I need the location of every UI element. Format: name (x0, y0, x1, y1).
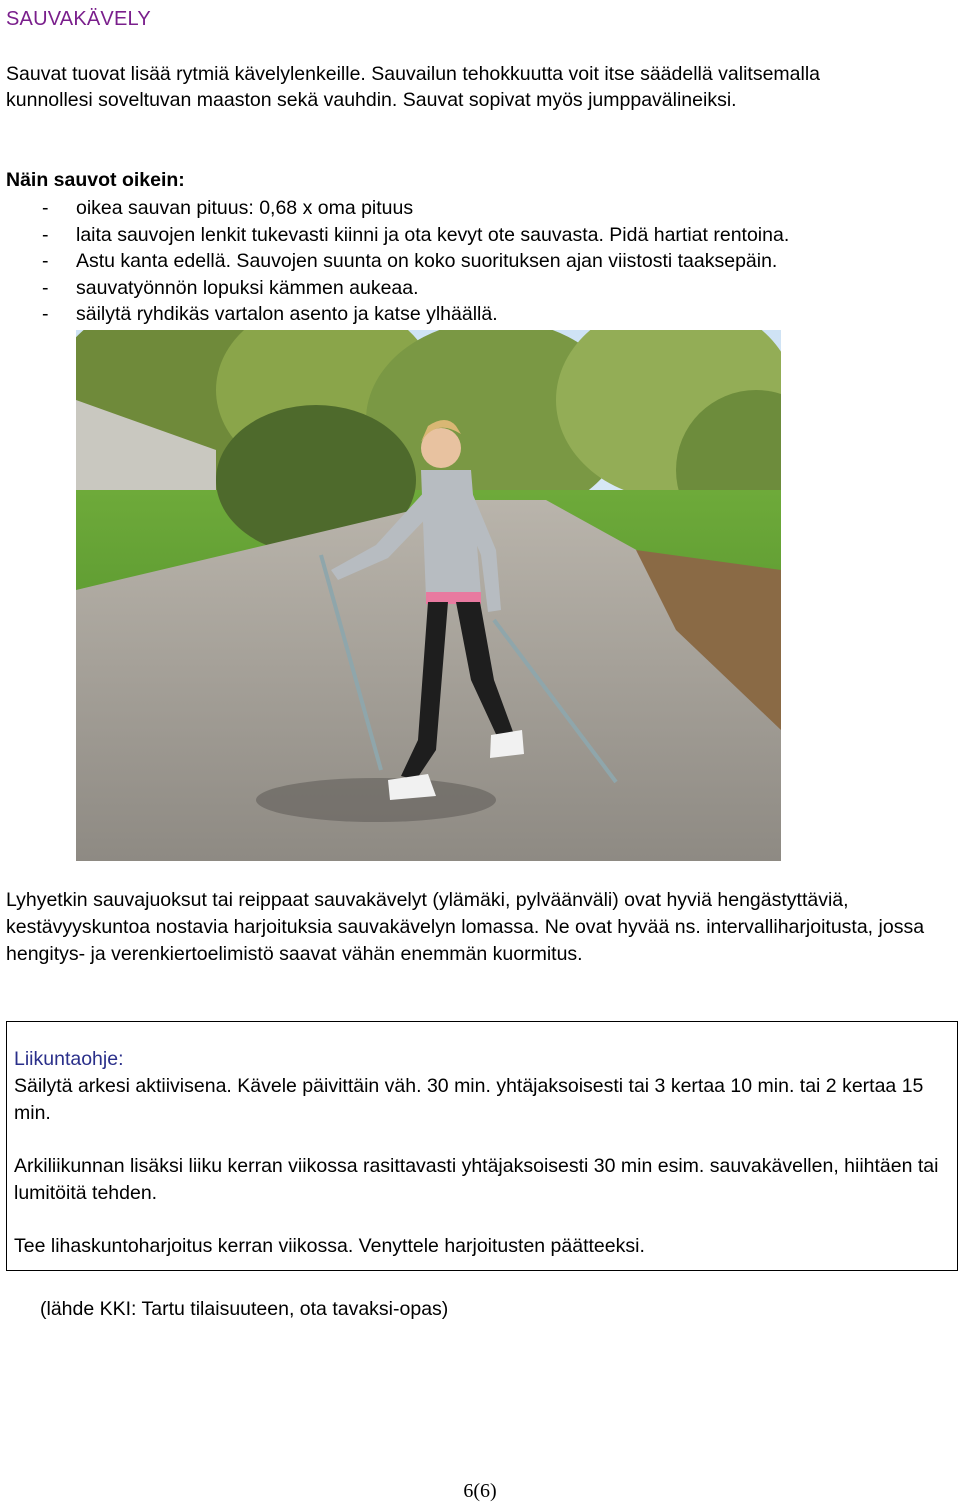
list-item-text: säilytä ryhdikäs vartalon asento ja katse ylhäällä. (76, 303, 498, 325)
box-paragraph-3: Tee lihaskuntoharjoitus kerran viikossa. Venyttele harjoitusten päätteeksi. (14, 1235, 645, 1257)
page-number: 6(6) (463, 1480, 497, 1502)
list-bullet: - (42, 303, 49, 325)
box-paragraph-1: Säilytä arkesi aktiivisena. Kävele päivittäin väh. 30 min. yhtäjaksoisesti tai 3 kertaa 10 min. tai 2 kertaa 15 min. (14, 1075, 924, 1124)
list-bullet: - (42, 276, 49, 299)
source-note: (lähde KKI: Tartu tilaisuuteen, ota tavaksi-opas) (40, 1298, 449, 1320)
body-paragraph: Lyhyetkin sauvajuoksut tai reippaat sauvakävelyt (ylämäki, pylväänväli) ovat hyviä hengästyttäviä, kestävyyskuntoa nostavia harjoituksia sauvakävelyn lomassa. Ne ovat hyvää ns. intervalliharjoitusta, jossa hengitys- ja verenkiertoelimistö saavat vähän enemmän kuormitus. (6, 889, 925, 965)
document-title: SAUVAKÄVELY (6, 8, 151, 30)
list-item (6, 301, 946, 328)
box-paragraph-2: Arkiliikunnan lisäksi liiku kerran viikossa rasittavasti yhtäjaksoisesti 30 min esim. sauvakävellen, hiihtäen tai lumitöitä tehden. (14, 1155, 939, 1204)
list-item (6, 275, 946, 302)
box-title: Liikuntaohje: (14, 1048, 124, 1070)
exercise-guide-box (6, 1021, 958, 1271)
list-item (6, 195, 946, 222)
list-item-text: laita sauvojen lenkit tukevasti kiinni ja ota kevyt ote sauvasta. Pidä hartiat rentoina. (76, 223, 790, 246)
list-bullet: - (42, 223, 49, 246)
instructions-list (6, 195, 946, 328)
list-item (6, 222, 946, 249)
nordic-walking-photo (76, 330, 781, 861)
list-item (6, 248, 946, 275)
intro-paragraph: Sauvat tuovat lisää rytmiä kävelylenkeille. Sauvailun tehokkuutta voit itse säädellä valitsemalla kunnollesi soveltuvan maaston sekä vauhdin. Sauvat sopivat myös jumppavälineiksi. (6, 63, 821, 111)
list-item-text: Astu kanta edellä. Sauvojen suunta on koko suorituksen ajan viistosti taaksepäin. (76, 250, 778, 272)
list-item-text: oikea sauvan pituus: 0,68 x oma pituus (76, 197, 414, 219)
list-item-text: sauvatyönnön lopuksi kämmen aukeaa. (76, 276, 419, 299)
list-bullet: - (42, 197, 49, 219)
instructions-heading: Näin sauvot oikein: (6, 169, 185, 191)
list-bullet: - (42, 250, 49, 272)
